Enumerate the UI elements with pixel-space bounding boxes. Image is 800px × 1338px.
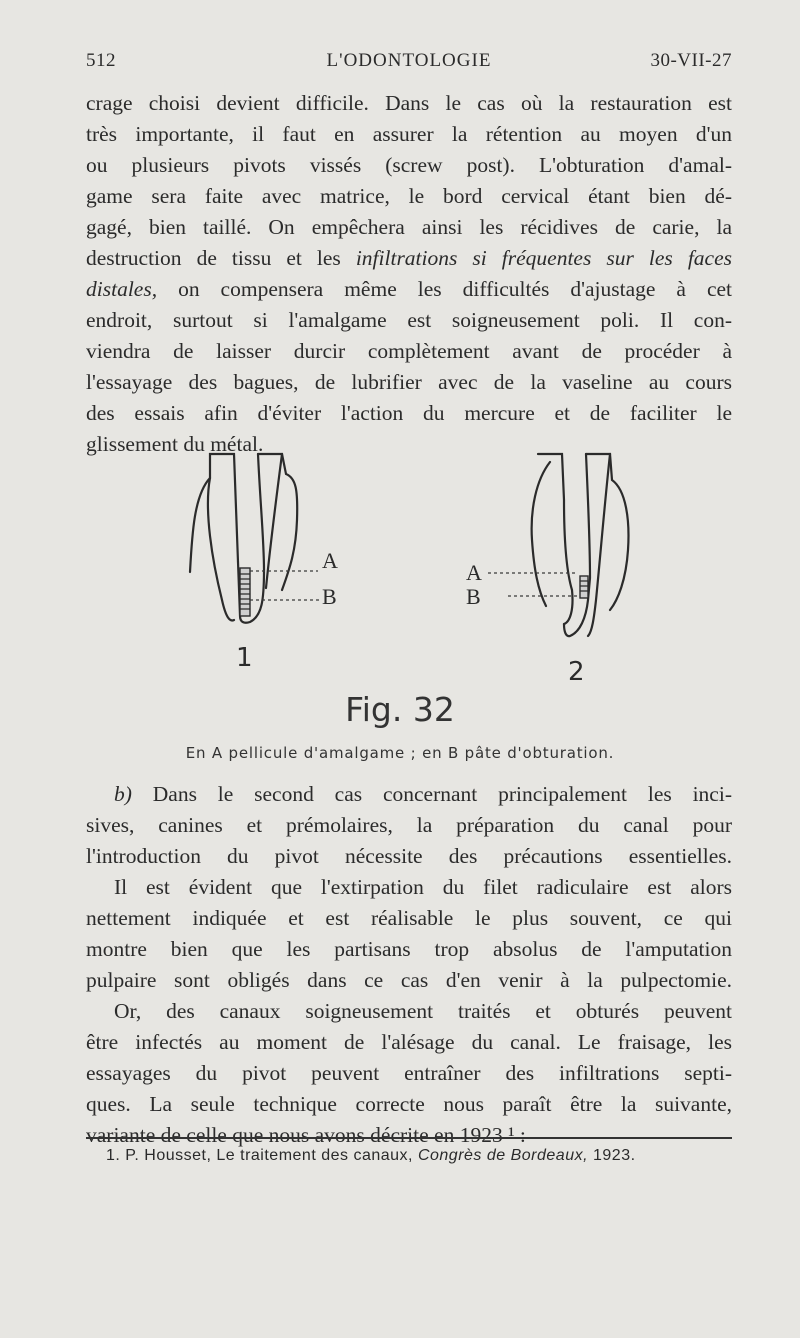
- line-text: sives, canines et prémolaires, la préparation du canal pour: [86, 813, 732, 837]
- text-line: [86, 398, 732, 429]
- line-text: ou plusieurs pivots vissés (screw post). L'obturation d'amal-: [86, 153, 732, 177]
- footnote-suffix: 1923.: [588, 1147, 636, 1164]
- line-text: Dans le second cas concernant principalement les inci-: [131, 782, 732, 806]
- footnote-separator: [86, 1137, 732, 1139]
- diagram1-inner-right: [266, 454, 282, 588]
- line-text: montre bien que les partisans trop absolus de l'amputation: [86, 937, 732, 961]
- italic-text: infiltrations si fréquentes sur les faces: [355, 246, 732, 270]
- figure-title: Fig. 32: [345, 690, 455, 729]
- line-text: l'introduction du pivot nécessite des précautions essentielles.: [86, 844, 732, 868]
- diagram2-label-a: A: [466, 560, 482, 585]
- diagram2-post: [580, 576, 588, 598]
- line-text: game sera faite avec matrice, le bord cervical étant bien dé-: [86, 184, 732, 208]
- figure-caption: En A pellicule d'amalgame ; en B pâte d'obturation.: [185, 744, 615, 762]
- issue-date: 30-VII-27: [650, 50, 732, 71]
- italic-text: b): [114, 782, 132, 806]
- line-text: très importante, il faut en assurer la rétention au moyen d'un: [86, 122, 732, 146]
- line-text: ques. La seule technique correcte nous paraît être la suivante,: [86, 1092, 732, 1116]
- text-line: [86, 305, 732, 336]
- text-line: [86, 119, 732, 150]
- figure-32-diagram: [170, 440, 650, 700]
- line-text: glissement du métal.: [86, 432, 264, 456]
- line-text: destruction de tissu et les: [86, 246, 356, 270]
- text-line: [86, 779, 732, 810]
- text-line: [86, 88, 732, 119]
- text-line: [86, 1027, 732, 1058]
- line-text: variante de celle que nous avons décrite en 1923 ¹ :: [86, 1123, 526, 1147]
- line-text: viendra de laisser durcir complètement avant de procéder à: [86, 339, 732, 363]
- text-line: [86, 810, 732, 841]
- footnote-prefix: 1. P. Housset, Le traitement des canaux,: [106, 1147, 418, 1164]
- text-line: [86, 996, 732, 1027]
- text-line: [86, 336, 732, 367]
- text-line: [86, 903, 732, 934]
- diagram1-label-a: A: [322, 548, 338, 573]
- footnote: [106, 1147, 636, 1165]
- text-line: [86, 1089, 732, 1120]
- text-line: [86, 274, 732, 305]
- line-text: gagé, bien taillé. On empêchera ainsi les récidives de carie, la: [86, 215, 732, 239]
- diagram1-label-b: B: [322, 584, 337, 609]
- diagram2-label-b: B: [466, 584, 481, 609]
- line-text: être infectés au moment de l'alésage du canal. Le fraisage, les: [86, 1030, 732, 1054]
- line-text: pulpaire sont obligés dans ce cas d'en venir à la pulpectomie.: [86, 968, 732, 992]
- running-header: [86, 50, 732, 78]
- diagram2-canal: [564, 454, 590, 636]
- diagram1-number: 1: [236, 643, 253, 673]
- paragraph-1: [86, 88, 732, 460]
- text-line: [86, 243, 732, 274]
- line-text: nettement indiquée et est réalisable le plus souvent, ce qui: [86, 906, 732, 930]
- text-line: [86, 181, 732, 212]
- tooth-diagrams: [170, 440, 650, 700]
- line-text: crage choisi devient difficile. Dans le cas où la restauration est: [86, 91, 732, 115]
- diagram1-root-left: [208, 478, 234, 620]
- line-text: des essais afin d'éviter l'action du mercure et de faciliter le: [86, 401, 732, 425]
- text-line: [86, 965, 732, 996]
- line-text: Il est évident que l'extirpation du filet radiculaire est alors: [114, 875, 732, 899]
- journal-title: L'ODONTOLOGIE: [326, 50, 492, 71]
- diagram2-left-outline: [532, 462, 550, 606]
- line-text: essayages du pivot peuvent entraîner des infiltrations septi-: [86, 1061, 732, 1085]
- text-line: [86, 934, 732, 965]
- line-text: on compensera même les difficultés d'ajustage à cet: [157, 277, 732, 301]
- diagram2-inner-right: [588, 454, 610, 636]
- diagram2-number: 2: [568, 657, 585, 687]
- text-line: [86, 1058, 732, 1089]
- text-line: [86, 367, 732, 398]
- text-line: [86, 841, 732, 872]
- footnote-italic: Congrès de Bordeaux,: [417, 1147, 589, 1164]
- line-text: Or, des canaux soigneusement traités et obturés peuvent: [114, 999, 732, 1023]
- page-number: 512: [86, 50, 116, 71]
- text-line: [86, 212, 732, 243]
- text-line: [86, 150, 732, 181]
- line-text: l'essayage des bagues, de lubrifier avec de la vaseline au cours: [86, 370, 732, 394]
- italic-text: distales,: [86, 277, 158, 301]
- diagram1-crown-outline: [190, 454, 238, 572]
- paragraph-2: [86, 779, 732, 1151]
- text-line: [86, 872, 732, 903]
- line-text: endroit, surtout si l'amalgame est soigneusement poli. Il con-: [86, 308, 732, 332]
